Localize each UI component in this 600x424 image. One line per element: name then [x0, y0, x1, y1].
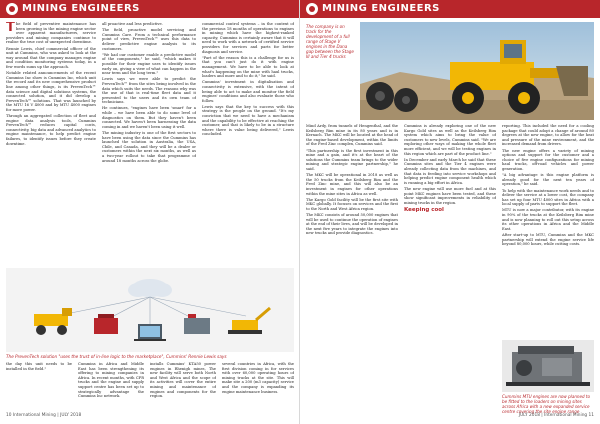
paragraph: Cummins is already exploring one of the new Kargo Gold sites as well as the Keilsberg Rim system which aims to bring the value of customers to new levels, Cummins said. "We are exploring other ways of making the whole fleet more efficient, and we will be testing engines in this region which are part of the product line."	[404, 124, 496, 156]
article-column-1	[6, 22, 96, 264]
paragraph: The MKC consists of around 50,000 engines that will be used to continue the operation of engines at the end of their lives, and will be developed in the next five years to integrate the engines into new trucks and provide diagnostics.	[306, 213, 398, 236]
paragraph: reporting. This included the need for a cooling package that could adopt a change of around 80 degrees at the new engine, to allow for the heat and pressure of the mine environment, and the increased demand from drivers.	[502, 124, 594, 147]
paragraph: The mining industry is one of the first sectors to have been using the data since the Cummins has launched the solution in Australia, the USA, Chile, and Canada, and they will be a dealer or customers within the next six months, as well as a two-year rollout to take that programme of around 18 months across the globe.	[102, 131, 196, 163]
paragraph: The new engine offers a variety of mining options and support for the customer and a choice of five engine configurations for mining haul trucks, off-road vehicles and power generation.	[502, 148, 594, 171]
paragraph: To help with the maintenance work needs and to deliver the service at a lower cost, the company has set up four MTU 4000 sites in Africa with a local supply of parts to support the fleet.	[502, 188, 594, 207]
paragraph: all proactive and less predictive.	[102, 22, 163, 26]
paragraph: "This partnership is the first investment in this mine and a gain, and it's at the heart of the solutions the Cummins team brings to the wider mining and strategic engine partnership," he said.	[306, 148, 398, 171]
page-footer-right: JULY 2018 | International Mining 11	[518, 413, 594, 418]
paragraph: In December and early March he said that these Cummins sites and the Tier 4 engines were already collecting data from the machines, and that data is feeding into service workshops and helping predict engine component health which is running a big effort in Africa.	[404, 157, 496, 185]
section-title: MINING ENGINEERS	[22, 3, 140, 14]
im-logo-icon	[6, 3, 18, 15]
paragraph: commercial control systems – in the context of the previous 18 months of operations to engines in mining which have the highest-ranked capacity, Cummins is certainly aware that it will need to work with a network of certified service providers for services and parts for better diagnosis and service.	[202, 22, 294, 54]
paragraph: He continues, "engines have been 'smart' for a while – we have been able to do some level of diagnostics on them. But they haven't been connected. We haven't been harnessing the data coming in and we haven't been using it well.	[102, 106, 196, 129]
section-title: MINING ENGINEERS	[322, 3, 440, 14]
photo-caption: The company is on track for the development of a full range of Stage V engines in the Dana gap between the Stage III and Tier 4 trucks	[306, 24, 354, 59]
paragraph: Lewis says we were able to predict the PrevenTech™ from the sites being involved in the data which suits the needs. The reasons why was the use of that is real-time fleet data and it presented to the users and its own team of technicians.	[102, 77, 196, 105]
im-logo-icon	[306, 3, 318, 15]
paragraph: "A big advantage is this engine platform is already good for the next ten years of operation," he said.	[502, 173, 594, 187]
paragraph: The field, proactive model servicing and Cummins Care. From a technical performance point of view, PrevenTech™ uses this data to deliver predictive engine analysis to its customers.	[102, 28, 196, 51]
figure-caption: The PrevenTech solution "uses the trust of in-line logic to the marketplace", Cummins' Rennie Lewis says	[6, 354, 227, 359]
wheel-loader-photo	[360, 22, 594, 120]
article-column-middle	[404, 124, 496, 410]
page-footer-left: 10 International Mining | JULY 2018	[6, 413, 82, 418]
paragraph: Rennie Lewis, chief commercial officer of the unit at Cummins, who was asked to look at the way around that the company manages engine and condition monitoring systems today, in a few words sums up the approach.	[6, 46, 96, 69]
article-column-left	[306, 124, 398, 410]
article-column-right	[502, 124, 594, 336]
bottom-column-1	[6, 362, 72, 410]
paragraph: "We had our customer enable a predictive model of the components," he said, "which makes it possible for their engine uses to identify issues early on, giving a view of what can happen in the near term and the long term."	[102, 52, 196, 76]
laptop-icon	[134, 324, 166, 341]
paragraph: The Kargo Gold facility will be the first site with MKC globally. It focuses on services and the first to the North and West Africa region.	[306, 197, 398, 211]
right-page	[300, 0, 600, 424]
paragraph: After start-up to MTU, Cummins and the MKC partnership will extend the engine service life beyond 80,000 hours, while cutting costs.	[502, 233, 594, 247]
paragraph: Lewis says that the key to success with this strategy is the people on the ground. "It's my conviction that we need to have a mechanism and the capability to be effective at reaching the customer, and that is likely to be in a structure where there is value being delivered," Lewis concluded.	[202, 104, 294, 137]
mtu-engine-photo	[502, 340, 594, 392]
paragraph: installs Cummins' KTA50 power engines in Rhenigh mines, The new facility will serve both North and West Africa and the scope of its activities will cover the entire mining and maintenance of engines and components for the region.	[150, 362, 216, 399]
drop-cap: T	[6, 22, 15, 35]
paragraph: Through an aggregated collection of fleet and engine data analysis tools, Cummins PrevenTech™ reduces capital costs, connectivity, big data and advanced analytics to engine maintenance, to help predict engine failures, to identify issues before they create downtime.	[6, 114, 96, 146]
preventech-illustration	[6, 268, 294, 352]
paragraph: The new engine will use more fuel and at this point MKC engines have been tested, and these show significant improvements in reliability of mining trucks in the region.	[404, 186, 496, 205]
paragraph: several countries in Africa, with the first division coming in for services with over 60,000 operating hours of mining trucks at the site. This will make site a 200 (m3 capacity) service and the company is expanding its engine maintenance business.	[222, 362, 294, 394]
section-header-bar	[300, 0, 600, 18]
engine-photo-caption: Cummins MTU engines are now planned to be fitted to the loaders on mining sites across Africa with a new expanded service centre covering the site engine range	[502, 394, 591, 414]
paragraph: Mind Ardy, from tunnels of Hengenthal, and the Keilsberg Rim mine in its 80 years and is in Kernach. The MKC will be located at the head of the engine-based development, within the limits of the Fred Zinc complex, Cummins said.	[306, 124, 398, 147]
paragraph: Cummins in Africa and Middle East has been strengthening its offering to mining companies in Africa. In recent months, with CFR trucks and the engine and supply support centre has been set up to strategically advantage the Cummins Inc network.	[78, 362, 144, 399]
section-header-bar	[0, 0, 300, 18]
paragraph: The MKC will be operational in 2018 as well as the 50 trucks from the Keilsberg Rim and the Fred Zinc mine, and this will also be an investment in engines for other operations within the mine sites in Africa as well.	[306, 173, 398, 196]
article-column-2	[102, 22, 196, 264]
bottom-column-4	[222, 362, 294, 410]
article-column-3	[202, 22, 294, 264]
paragraph: the day this unit needs to be installed in the field."	[6, 362, 72, 371]
paragraph: The field of preventive maintenance has been growing in the mining engine sector over apparent manufacturers, service providers and mining companies continue to realise the true cost of unexpected downtime.	[6, 22, 96, 45]
bottom-column-2	[78, 362, 144, 410]
bottom-column-3	[150, 362, 216, 410]
paragraph: "Part of the reason this is a challenge for us is that you can't just do it with engine management. We have to be able to look at what's happening on the mine with haul trucks, loaders and more and to do it," he said.	[202, 55, 294, 79]
sub-heading: Keeping cool	[404, 206, 444, 213]
paragraph: MTU is now a major contributor, with its engine in 90% of the trucks at the Keilsberg Rim mine and is now planning to roll out this setup across its other operations in Africa and the Middle East.	[502, 208, 594, 231]
paragraph: Cummins' investment in digitalisation and connectivity is extensive, with the intent of being able to act to make and monitor the field engines' conditions and also evaluate those who follow.	[202, 80, 294, 103]
paragraph: Notable related announcements of the recent Cummins Inc show is Cummins Inc, which unit the record and its new comprehensive product line among other things, is its PrevenTech™ data science and digital solutions systems, the connected solution, and it did develop a PrevenTech™ solutions. That was launched by the MTU 16 V 4000 and by MTU 4000 engines for more power.	[6, 71, 96, 112]
